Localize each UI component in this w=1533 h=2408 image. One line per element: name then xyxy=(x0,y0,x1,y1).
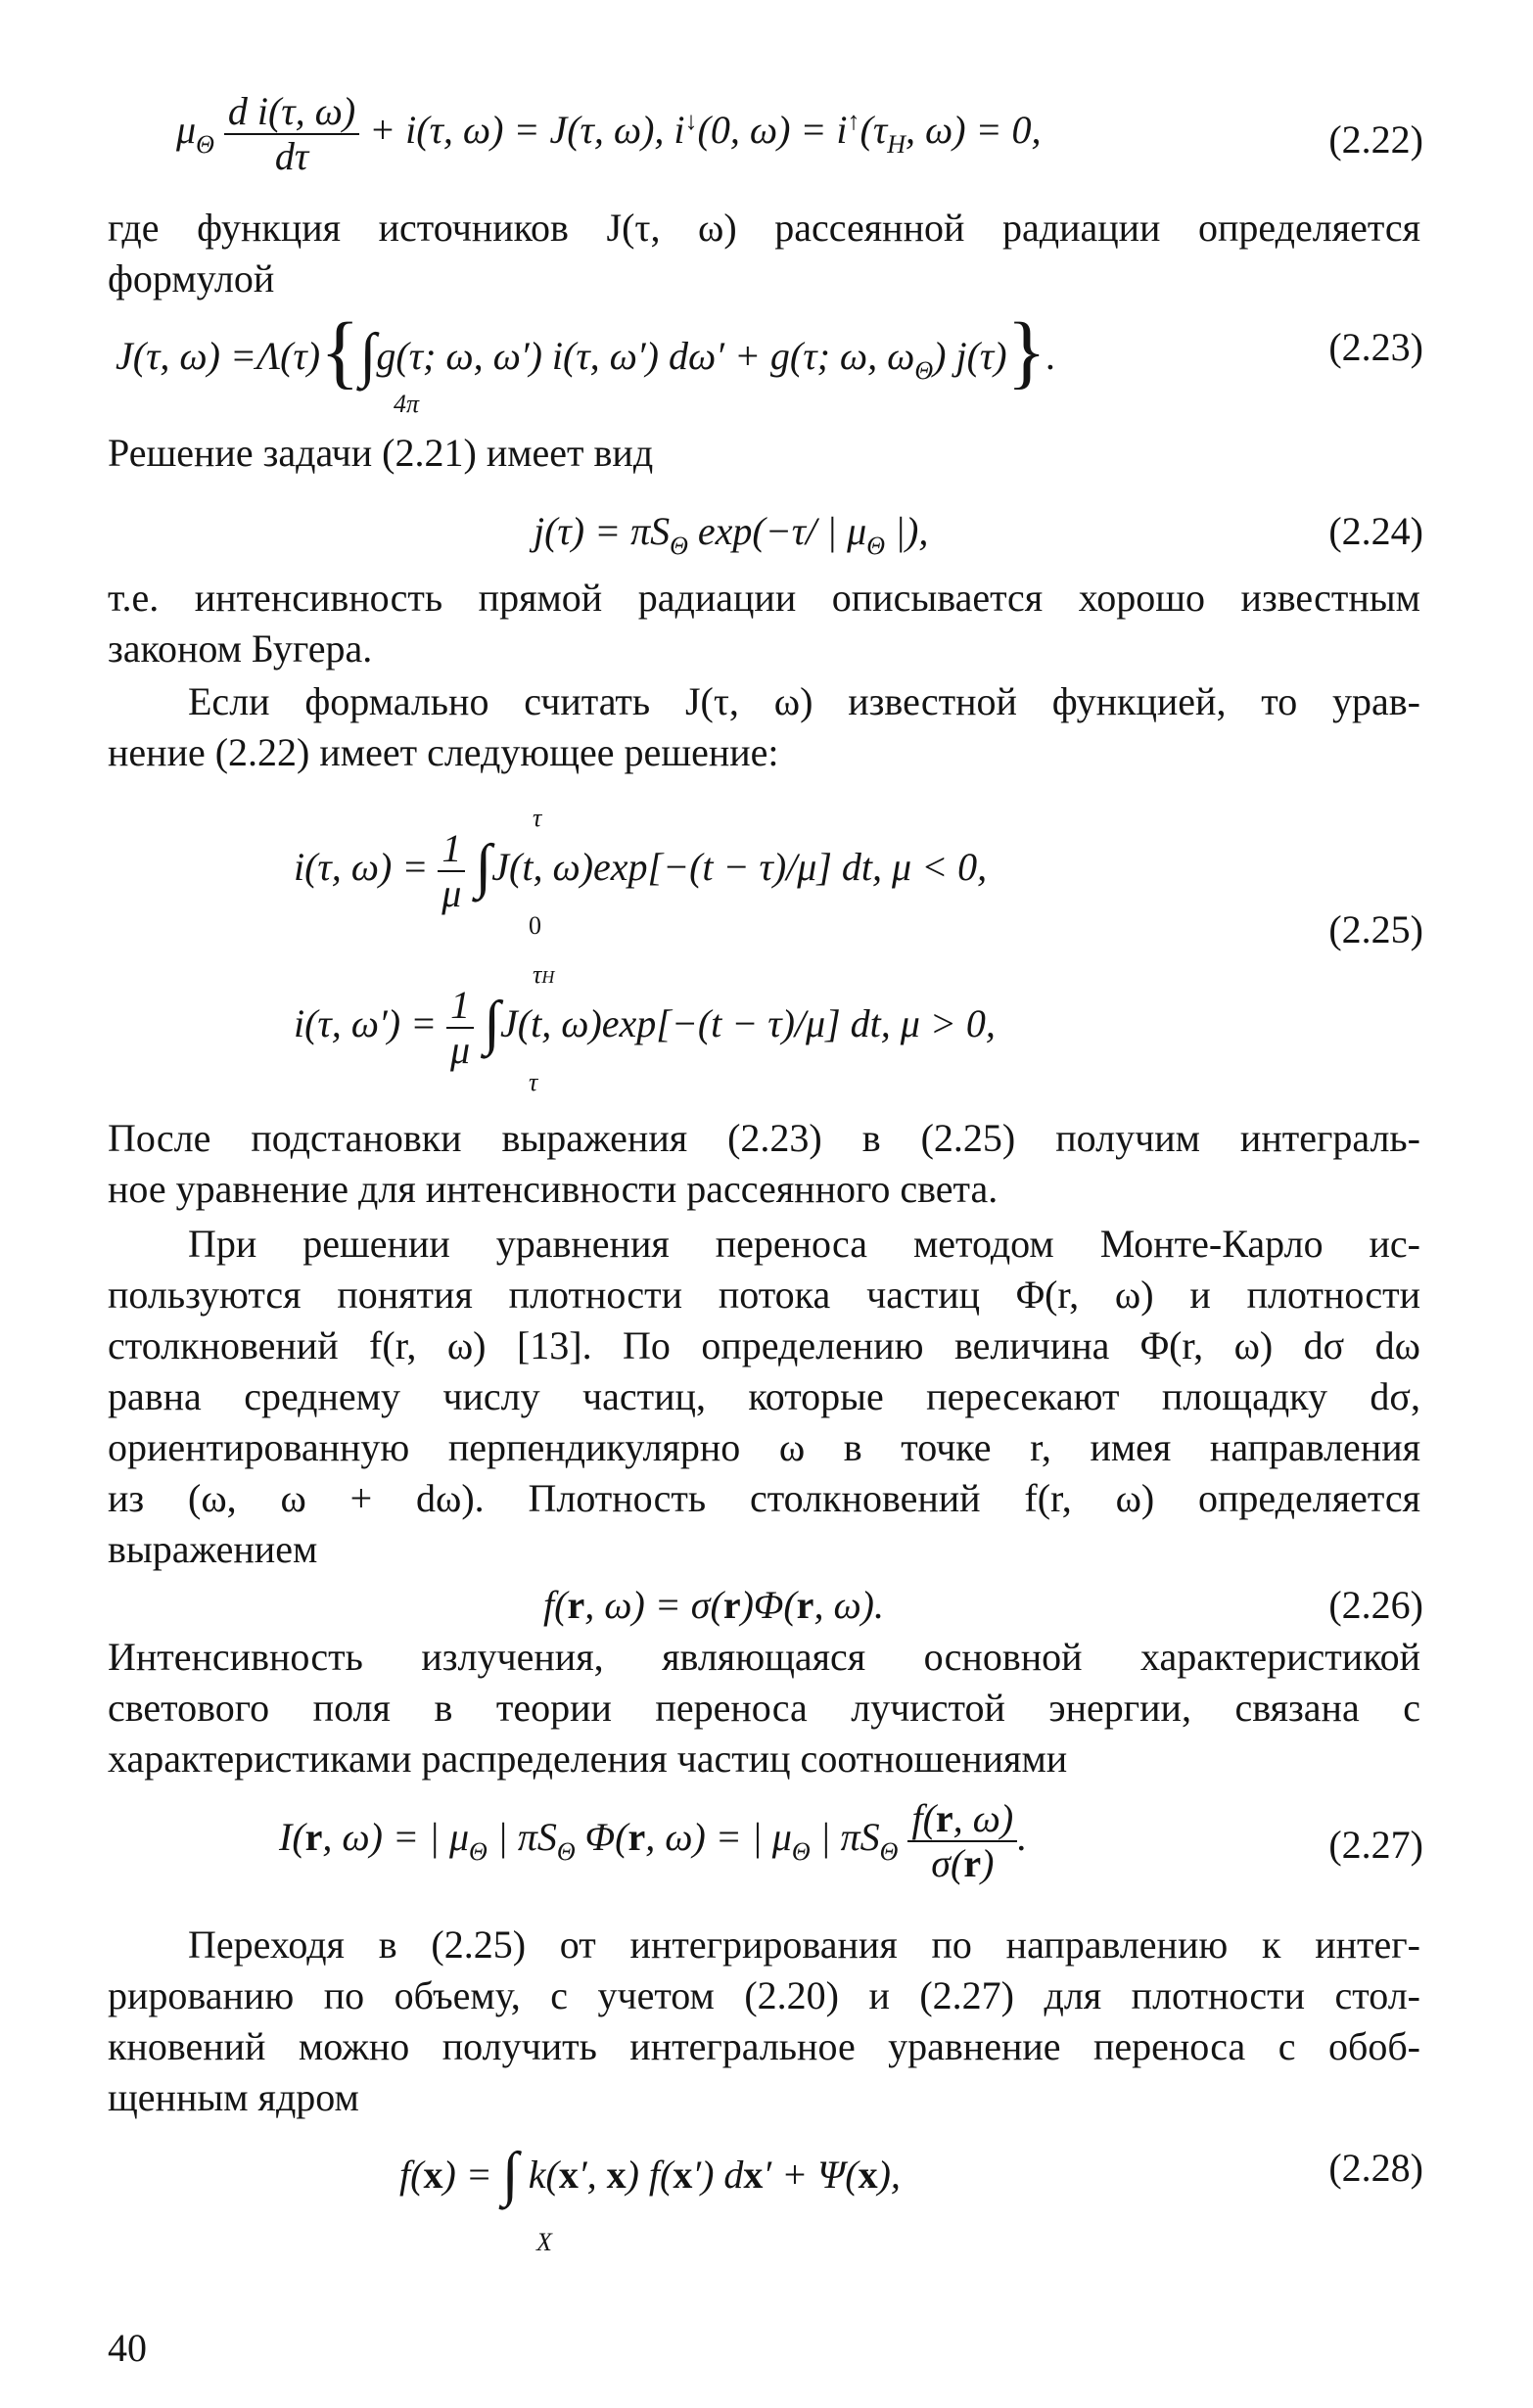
text-line: где функция источников J(τ, ω) рассеянной радиации определяется xyxy=(108,206,1420,250)
equation-number: (2.25) xyxy=(1328,907,1423,951)
text-line: светового поля в теории переноса лучистой энергии, связана с xyxy=(108,1686,1420,1730)
equation-number: (2.24) xyxy=(1328,509,1423,553)
text-line: равна среднему числу частиц, которые пересекают площадку dσ, xyxy=(108,1374,1420,1418)
text-line: Интенсивность излучения, являющаяся основной характеристикой xyxy=(108,1635,1420,1679)
equation-number: (2.23) xyxy=(1328,325,1423,369)
text-line: Если формально считать J(τ, ω) известной функцией, то урав- xyxy=(188,679,1420,723)
equation-2-27: I(r, ω) = | $\mu_\Theta$ | $\pi S_\Theta$ Φ(r, ω) = | $\mu_\Theta$ | $\pi S_\Theta$ $\frac{f(r, \omega)}{\sigma(r)}$ . xyxy=(279,1796,1028,1885)
text-line: нение (2.22) имеет следующее решение: xyxy=(108,730,779,774)
text-line: ориентированную перпендикулярно ω в точке r, имея направления xyxy=(108,1425,1420,1469)
equation-2-23: J(τ, ω) =Λ(τ){∫g(τ; ω, ω′) i(τ, ω′) dω′ + g(τ; ω, $\omega_\Theta$) j(τ)}. 4π xyxy=(116,306,1056,418)
text-line: После подстановки выражения (2.23) в (2.25) получим интеграль- xyxy=(108,1116,1420,1160)
equation-number: (2.26) xyxy=(1328,1583,1423,1627)
text-line: рированию по объему, с учетом (2.20) и (2.27) для плотности стол- xyxy=(108,1973,1420,2017)
equation-2-25-line-1: i(τ, ω) = $\frac{1}{\mu}$ ∫J(t, ω)exp[−(t − τ)/μ] dt, μ < 0, τ 0 xyxy=(294,804,988,940)
equation-number: (2.27) xyxy=(1328,1823,1423,1867)
equation-2-26: f(r, ω) = σ(r)Φ(r, ω). xyxy=(543,1583,884,1627)
text-line: щенным ядром xyxy=(108,2075,359,2119)
equation-number: (2.22) xyxy=(1328,117,1423,162)
text-line: пользуются понятия плотности потока частиц Φ(r, ω) и плотности xyxy=(108,1273,1420,1317)
equation-2-28: f(x) = ∫ k(x′, x) f(x′) dx′ + Ψ(x), X xyxy=(399,2141,901,2256)
text-line: При решении уравнения переноса методом Монте-Карло ис- xyxy=(188,1222,1420,1266)
text-line: выражением xyxy=(108,1527,318,1571)
equation-2-22: $\mu_\Theta$ $\frac{\text{d i(τ, ω)}}{d\tau}$ + i(τ, ω) = J(τ, ω), i↓(0, $\omega) = i^↑(\tau_H$, ω) = 0, xyxy=(176,89,1042,178)
text-line: столкновений f(r, ω) [13]. По определению величина Φ(r, ω) dσ dω xyxy=(108,1323,1420,1367)
text-line: ное уравнение для интенсивности рассеянного света. xyxy=(108,1167,999,1211)
text-line: Решение задачи (2.21) имеет вид xyxy=(108,431,654,475)
text-line: формулой xyxy=(108,256,275,301)
equation-2-24: $j(\tau) = \pi S_\Theta$ exp(−τ/ | $\mu_\Theta$ |), xyxy=(534,509,929,560)
equation-2-25-line-2: i(τ, ω′) = $\frac{1}{\mu}$ ∫J(t, ω)exp[−(t − τ)/μ] dt, μ > 0, τH τ xyxy=(294,960,996,1096)
text-line: кновений можно получить интегральное уравнение переноса с обоб- xyxy=(108,2024,1420,2068)
text-line: Переходя в (2.25) от интегрирования по направлению к интег- xyxy=(188,1922,1420,1967)
text-line: законом Бугера. xyxy=(108,626,373,671)
fraction: $\frac{\text{d i(τ, ω)}}{d\tau}$ xyxy=(224,90,359,178)
page-number: 40 xyxy=(108,2326,147,2370)
text-line: из (ω, ω + dω). Плотность столкновений f(r, ω) определяется xyxy=(108,1476,1420,1520)
text-line: характеристиками распределения частиц соотношениями xyxy=(108,1737,1068,1781)
text-line: т.е. интенсивность прямой радиации описывается хорошо известным xyxy=(108,576,1420,620)
fraction: $\frac{f(r, \omega)}{\sigma(r)}$ xyxy=(907,1797,1017,1885)
equation-number: (2.28) xyxy=(1328,2146,1423,2190)
